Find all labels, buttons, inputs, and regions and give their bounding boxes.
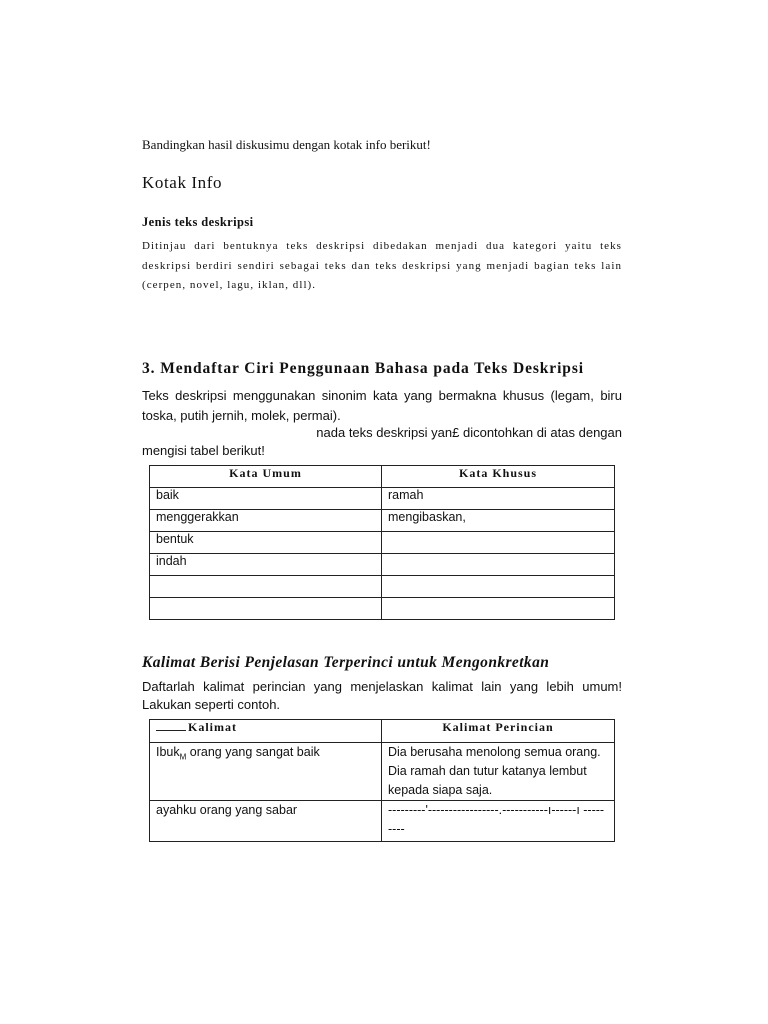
section-3-title: 3. Mendaftar Ciri Penggunaan Bahasa pada Teks Deskripsi	[142, 360, 584, 377]
table-header-row	[150, 466, 615, 488]
section-3-paragraph-2	[142, 424, 622, 460]
header-kata-khusus: Kata Khusus	[382, 466, 615, 488]
section-4-paragraph-line-2: Lakukan seperti contoh.	[142, 697, 281, 712]
section-3-paragraph-2-line-2: mengisi tabel berikut!	[142, 443, 265, 458]
row1-left-text-b: orang yang sangat baik	[186, 745, 320, 759]
table-cell[interactable]	[382, 576, 615, 598]
table-row	[150, 743, 615, 801]
jenis-teks-subtitle: Jenis teks deskripsi	[142, 215, 254, 229]
table-cell[interactable]	[382, 532, 615, 554]
table-cell: baik	[150, 488, 382, 510]
table-row	[150, 554, 615, 576]
header-kalimat-perincian: Kalimat Perincian	[382, 720, 615, 743]
intro-text: Bandingkan hasil diskusimu dengan kotak info berikut!	[142, 137, 431, 152]
table-cell[interactable]	[150, 576, 382, 598]
jenis-teks-paragraph: Ditinjau dari bentuknya teks deskripsi dibedakan menjadi dua kategori yaitu teks deskripsi berdiri sendiri sebagai teks dan teks deskripsi yang menjadi bagian teks lain (cerpen, novel, lagu, iklan, dll).	[142, 240, 622, 291]
row1-left-subscript: M	[179, 752, 187, 762]
table-cell: Dia berusaha menolong semua orang. Dia ramah dan tutur katanya lembut kepada siapa saja.	[382, 743, 615, 801]
table-cell[interactable]	[382, 554, 615, 576]
kalimat-perincian-table	[149, 719, 615, 842]
table-cell[interactable]	[382, 598, 615, 620]
header-kata-umum: Kata Umum	[150, 466, 382, 488]
table-row	[150, 510, 615, 532]
table-cell: bentuk	[150, 532, 382, 554]
table-row	[150, 801, 615, 842]
section-4-title: Kalimat Berisi Penjelasan Terperinci untuk Mengonkretkan	[142, 654, 550, 671]
blank-underline	[156, 730, 186, 731]
table-cell: indah	[150, 554, 382, 576]
table-cell: ramah	[382, 488, 615, 510]
table-row	[150, 488, 615, 510]
table-cell: mengibaskan,	[382, 510, 615, 532]
table-cell-fill-blank[interactable]: ---------'-----------------.-----------ı------ı ---------	[382, 801, 615, 842]
section-4-paragraph-line-1: Daftarlah kalimat perincian yang menjelaskan kalimat lain yang lebih umum!	[142, 679, 622, 694]
table-header-row	[150, 720, 615, 743]
header-kalimat-label: Kalimat	[188, 720, 237, 734]
table-row	[150, 532, 615, 554]
kata-umum-khusus-table	[149, 465, 615, 620]
table-row	[150, 576, 615, 598]
kotak-info-title: Kotak Info	[142, 173, 223, 192]
section-4-paragraph	[142, 678, 622, 714]
section-3-paragraph-1: Teks deskripsi menggunakan sinonim kata yang bermakna khusus (legam, biru toska, putih jernih, molek, permai).	[142, 388, 622, 423]
table-row	[150, 598, 615, 620]
table-cell	[150, 743, 382, 801]
table-cell: ayahku orang yang sabar	[150, 801, 382, 842]
table-cell: menggerakkan	[150, 510, 382, 532]
table-cell[interactable]	[150, 598, 382, 620]
section-3-paragraph-2-line-1: nada teks deskripsi yan£ dicontohkan di atas dengan	[316, 425, 622, 440]
row1-left-text-a: Ibuk	[156, 745, 180, 759]
header-kalimat	[150, 720, 382, 743]
